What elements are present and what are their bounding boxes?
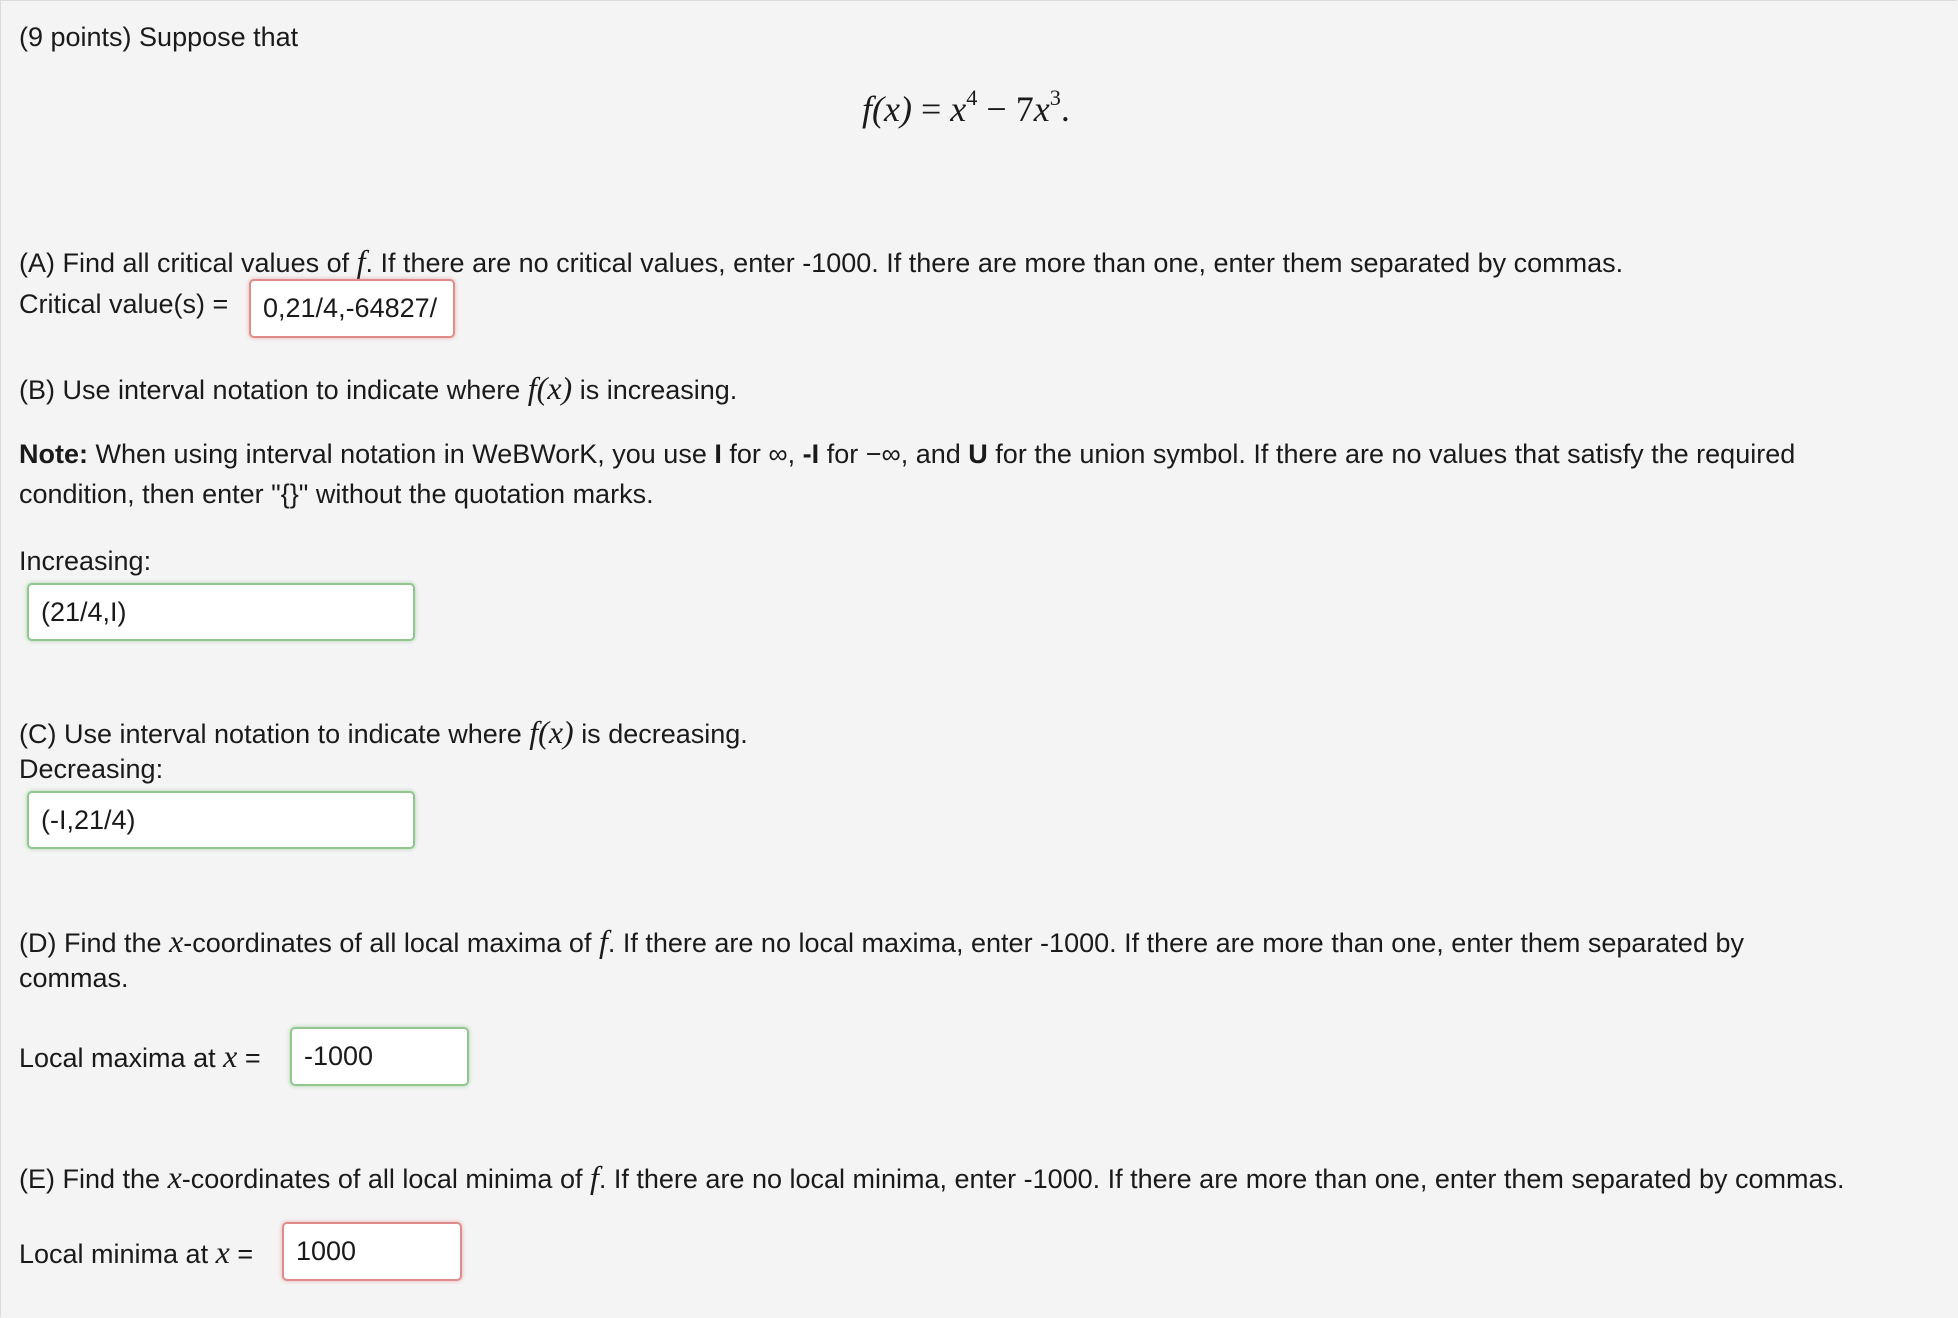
part-b-note-line2: condition, then enter "{}" without the quotation marks.: [19, 479, 654, 509]
math-x: x: [169, 923, 184, 959]
eq-end: .: [1060, 89, 1070, 129]
local-maxima-label: Local maxima at x =: [19, 1038, 261, 1074]
part-d-prompt-line2: commas.: [19, 963, 129, 993]
math-fx: f(x): [529, 714, 574, 750]
note-label: Note:: [19, 439, 88, 469]
critical-values-input[interactable]: 0,21/4,-64827/: [249, 279, 455, 338]
eq-term2-base: x: [1033, 89, 1050, 129]
part-b-note: Note: When using interval notation in WeBWorK, you use I for ∞, -I for −∞, and U for the union symbol. If there are no values that satisfy the required: [19, 439, 1796, 469]
eq-term1-base: x: [950, 89, 967, 129]
eq-term2-exp: 3: [1049, 84, 1061, 110]
critical-values-label: Critical value(s) =: [19, 289, 229, 319]
increasing-input[interactable]: (21/4,I): [27, 583, 415, 641]
part-d-prompt: (D) Find the x-coordinates of all local maxima of f. If there are no local maxima, enter -1000. If there are more than one, enter them separated by: [19, 923, 1744, 959]
eq-term1-exp: 4: [966, 84, 978, 110]
function-equation: [862, 84, 1070, 130]
local-maxima-input[interactable]: -1000: [290, 1027, 469, 1086]
math-x: x: [223, 1038, 238, 1074]
eq-minus: −: [986, 89, 1007, 129]
math-fx: f(x): [527, 370, 573, 406]
local-minima-input[interactable]: 1000: [282, 1222, 462, 1281]
math-x: x: [167, 1159, 182, 1195]
part-b-prompt: (B) Use interval notation to indicate where f(x) is increasing.: [19, 370, 738, 406]
part-e-prompt: (E) Find the x-coordinates of all local minima of f. If there are no local minima, enter -1000. If there are more than one, enter them separated by commas.: [19, 1159, 1845, 1195]
part-a-prompt: (A) Find all critical values of f. If there are no critical values, enter -1000. If there are more than one, enter them separated by commas.: [19, 243, 1624, 279]
local-minima-label: Local minima at x =: [19, 1234, 254, 1270]
eq-lhs: f(x): [862, 89, 912, 129]
math-f: f: [589, 1159, 599, 1195]
eq-term2-coef: 7: [1015, 89, 1034, 129]
part-c-prompt: (C) Use interval notation to indicate where f(x) is decreasing.: [19, 714, 748, 750]
math-f: f: [356, 243, 366, 279]
math-f: f: [598, 923, 608, 959]
decreasing-input[interactable]: (-I,21/4): [27, 791, 415, 849]
problem-intro: (9 points) Suppose that: [19, 22, 299, 52]
eq-equals: =: [920, 89, 942, 129]
decreasing-label: Decreasing:: [19, 754, 164, 784]
increasing-label: Increasing:: [19, 546, 152, 576]
math-x: x: [215, 1234, 230, 1270]
